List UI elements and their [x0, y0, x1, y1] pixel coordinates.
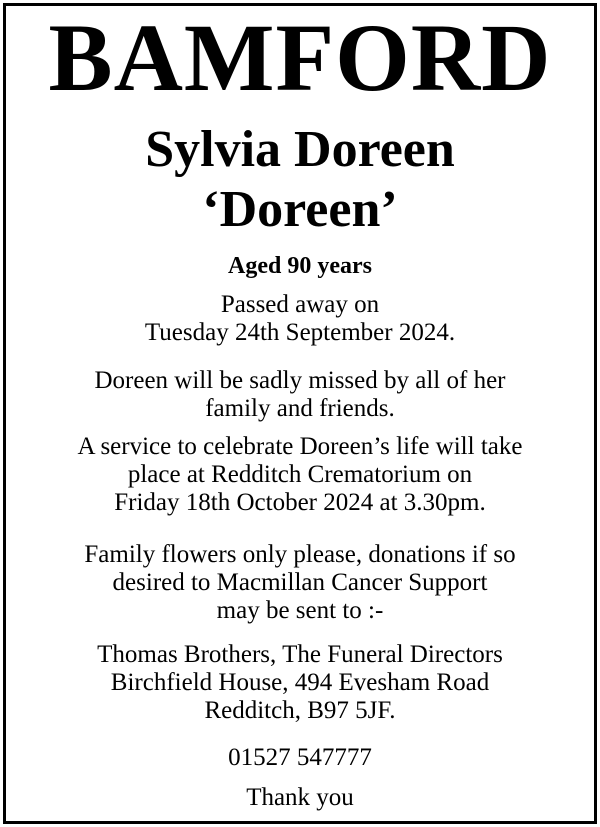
age-line: Aged 90 years [228, 253, 372, 279]
thank-you-line [6, 784, 594, 812]
flowers-paragraph [6, 541, 594, 625]
text-line: may be sent to :- [216, 597, 384, 624]
full-name-line: Sylvia Doreen [145, 121, 455, 178]
text-line: 01527 547777 [228, 744, 372, 771]
obituary-notice [3, 3, 597, 824]
text-line: Friday 18th October 2024 at 3.30pm. [114, 489, 486, 516]
service-paragraph [6, 433, 594, 517]
full-name [6, 120, 594, 240]
text-line: A service to celebrate Doreen’s life will take [77, 433, 523, 460]
text-line: Birchfield House, 494 Evesham Road [110, 669, 490, 696]
text-line: Tuesday 24th September 2024. [144, 319, 456, 346]
phone-number [6, 744, 594, 772]
funeral-director-paragraph [6, 641, 594, 725]
text-line: desired to Macmillan Cancer Support [112, 569, 488, 596]
nickname-line: ‘Doreen’ [202, 181, 398, 238]
text-line: Thank you [246, 784, 354, 811]
surname-heading: BAMFORD [48, 4, 552, 111]
text-line: Passed away on [220, 291, 380, 318]
passed-away-paragraph [6, 291, 594, 347]
missed-paragraph [6, 367, 594, 423]
text-line: place at Redditch Crematorium on [127, 461, 473, 488]
text-line: family and friends. [205, 395, 395, 422]
text-line: Thomas Brothers, The Funeral Directors [97, 641, 503, 668]
text-line: Family flowers only please, donations if so [84, 541, 516, 568]
text-line: Doreen will be sadly missed by all of her [94, 367, 506, 394]
text-line: Redditch, B97 5JF. [204, 697, 396, 724]
